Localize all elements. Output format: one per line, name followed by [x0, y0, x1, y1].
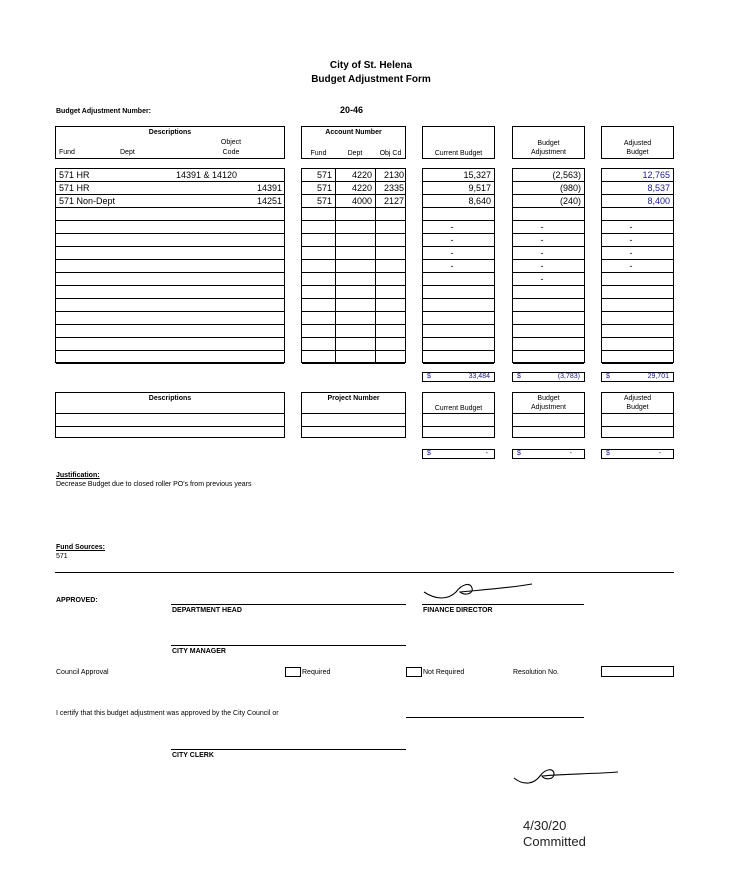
table-row — [602, 286, 673, 299]
table-row — [423, 260, 494, 273]
required-checkbox[interactable] — [285, 667, 301, 677]
project-current-box — [422, 392, 495, 438]
table-cell-adj: - — [540, 235, 544, 245]
current-budget-header — [422, 126, 495, 159]
fund-sources-label: Fund Sources: — [56, 544, 106, 551]
project-total-adj-sym: $ — [517, 450, 521, 457]
table-row — [302, 312, 405, 325]
acct-fund-header: Fund — [310, 150, 327, 157]
table-row — [423, 195, 494, 208]
dept-header: Dept — [120, 149, 135, 156]
table-row — [423, 247, 494, 260]
adjustment-number-value: 20-46 — [340, 105, 364, 115]
council-date-line[interactable] — [406, 717, 584, 718]
table-row — [302, 208, 405, 221]
not-required-checkbox[interactable] — [406, 667, 422, 677]
table-row — [513, 351, 584, 364]
table-row — [56, 260, 284, 273]
project-total-current-sym: $ — [427, 450, 431, 457]
table-cell-obj: 14391 & 14120 — [176, 170, 238, 180]
desc-body — [55, 168, 285, 363]
table-row — [302, 221, 405, 234]
table-row — [302, 234, 405, 247]
project-total-adj — [512, 449, 585, 459]
total-adj-value: (3,783) — [557, 373, 580, 380]
total-adj-sym: $ — [517, 373, 521, 380]
table-row — [423, 286, 494, 299]
table-cell-obj: 14391 — [256, 183, 282, 193]
table-cell-current: 8,640 — [468, 196, 491, 206]
account-header-box — [301, 126, 406, 159]
table-row — [513, 221, 584, 234]
table-row — [302, 260, 405, 273]
table-cell-adj: (980) — [559, 183, 581, 193]
table-cell-current: - — [450, 261, 454, 271]
table-row — [513, 182, 584, 195]
table-row — [56, 221, 284, 234]
table-row — [423, 299, 494, 312]
table-row — [513, 286, 584, 299]
total-new-value: 29,701 — [647, 373, 669, 380]
table-cell-fund: 571 — [316, 170, 332, 180]
account-body — [301, 168, 406, 363]
resolution-label: Resolution No. — [513, 669, 559, 676]
project-adj-label-1: Budget — [537, 395, 560, 402]
clerk-signature — [510, 762, 625, 788]
table-row — [423, 208, 494, 221]
obj-header-1: Object — [220, 139, 242, 146]
project-total-new-value: - — [658, 450, 661, 457]
table-cell-adjusted: 12,765 — [642, 170, 670, 180]
table-row — [302, 273, 405, 286]
table-row — [602, 169, 673, 182]
total-current-value: 33,484 — [468, 373, 490, 380]
total-adjustment — [512, 372, 585, 382]
city-clerk-signature-line[interactable] — [171, 749, 406, 750]
table-cell-adj: - — [540, 248, 544, 258]
form-title: Budget Adjustment Form — [311, 74, 431, 85]
required-label: Required — [302, 669, 331, 676]
table-row — [602, 299, 673, 312]
table-row — [602, 221, 673, 234]
table-cell-adj: - — [540, 222, 544, 232]
table-cell-adj: - — [540, 261, 544, 271]
table-row — [56, 286, 284, 299]
justification-text: Decrease Budget due to closed roller PO's from previous years — [56, 481, 252, 488]
table-row — [423, 234, 494, 247]
city-clerk-label: CITY CLERK — [172, 752, 214, 759]
finance-signature — [420, 578, 540, 604]
dept-head-signature-line[interactable] — [171, 604, 406, 605]
table-row — [302, 182, 405, 195]
table-cell-fund: 571 — [316, 183, 332, 193]
desc-header-title: Descriptions — [148, 129, 192, 136]
stamp-status: Committed — [523, 834, 586, 849]
table-cell-objcd: 2130 — [383, 170, 404, 180]
adj-header-2: Adjustment — [530, 149, 567, 156]
table-row — [602, 273, 673, 286]
table-row — [302, 299, 405, 312]
total-new-sym: $ — [606, 373, 610, 380]
finance-signature-line[interactable] — [422, 604, 584, 605]
table-row — [56, 338, 284, 351]
current-budget-label: Current Budget — [434, 150, 483, 157]
table-row — [602, 182, 673, 195]
table-cell-current: 15,327 — [463, 170, 491, 180]
project-number-box — [301, 392, 406, 438]
city-manager-signature-line[interactable] — [171, 645, 406, 646]
table-cell-fund: 571 — [316, 196, 332, 206]
table-row — [602, 260, 673, 273]
adjustment-body — [512, 168, 585, 363]
new-header-2: Budget — [626, 149, 649, 156]
table-row — [56, 247, 284, 260]
table-cell-adjusted: 8,537 — [647, 183, 670, 193]
table-cell-objcd: 2335 — [383, 183, 404, 193]
table-cell-current: 9,517 — [468, 183, 491, 193]
desc-header-box — [55, 126, 285, 159]
acct-dept-header: Dept — [347, 150, 363, 157]
table-cell-desc: 571 Non-Dept — [59, 196, 116, 206]
table-row — [56, 182, 284, 195]
table-row — [423, 169, 494, 182]
total-current — [422, 372, 495, 382]
account-header-title: Account Number — [325, 129, 382, 136]
project-number-title: Project Number — [327, 395, 380, 402]
justification-label: Justification: — [56, 472, 100, 479]
table-row — [423, 338, 494, 351]
table-row — [56, 234, 284, 247]
resolution-number-field[interactable] — [601, 666, 674, 677]
total-adjusted — [601, 372, 674, 382]
table-row — [423, 325, 494, 338]
table-row — [513, 299, 584, 312]
project-new-box — [601, 392, 674, 438]
table-cell-dept: 4000 — [351, 196, 372, 206]
table-row — [56, 351, 284, 364]
fund-sources-text: 571 — [56, 553, 68, 560]
table-cell-obj: 14251 — [256, 196, 282, 206]
table-row — [513, 208, 584, 221]
table-row — [513, 169, 584, 182]
table-row — [513, 234, 584, 247]
table-row — [302, 195, 405, 208]
project-total-current-value: - — [485, 450, 488, 457]
table-row — [56, 312, 284, 325]
table-cell-adjusted: - — [629, 261, 633, 271]
table-cell-adj: - — [540, 274, 544, 284]
obj-header-2: Code — [222, 149, 240, 156]
approved-label: APPROVED: — [56, 597, 98, 604]
adjusted-body — [601, 168, 674, 363]
table-row — [513, 273, 584, 286]
table-row — [302, 325, 405, 338]
table-row — [56, 273, 284, 286]
table-row — [56, 169, 284, 182]
table-row — [56, 208, 284, 221]
table-row — [513, 247, 584, 260]
table-row — [513, 325, 584, 338]
table-cell-current: - — [450, 248, 454, 258]
acct-obj-header: Obj Cd — [379, 150, 402, 157]
table-row — [423, 351, 494, 364]
project-current-label: Current Budget — [434, 405, 483, 412]
table-row — [602, 351, 673, 364]
project-total-current — [422, 449, 495, 459]
dept-head-label: DEPARTMENT HEAD — [172, 607, 242, 614]
fund-header: Fund — [59, 149, 75, 156]
table-cell-dept: 4220 — [351, 183, 372, 193]
total-current-sym: $ — [427, 373, 431, 380]
table-row — [602, 338, 673, 351]
table-cell-adj: (240) — [559, 196, 581, 206]
table-row — [302, 351, 405, 364]
project-new-label-1: Adjusted — [623, 395, 652, 402]
table-row — [602, 312, 673, 325]
finance-director-label: FINANCE DIRECTOR — [423, 607, 493, 614]
table-cell-current: - — [450, 235, 454, 245]
table-row — [302, 169, 405, 182]
new-header-1: Adjusted — [623, 140, 652, 147]
table-row — [423, 312, 494, 325]
table-row — [602, 247, 673, 260]
project-new-label-2: Budget — [626, 404, 649, 411]
table-cell-adjusted: - — [629, 248, 633, 258]
table-row — [56, 299, 284, 312]
table-row — [602, 234, 673, 247]
project-adj-label-2: Adjustment — [530, 404, 567, 411]
table-cell-objcd: 2127 — [383, 196, 404, 206]
table-row — [56, 325, 284, 338]
table-row — [302, 338, 405, 351]
table-cell-desc: 571 HR — [59, 183, 90, 193]
adj-header-1: Budget — [537, 140, 560, 147]
table-row — [423, 221, 494, 234]
table-row — [423, 182, 494, 195]
table-cell-adjusted: - — [629, 222, 633, 232]
table-row — [302, 247, 405, 260]
project-adj-box — [512, 392, 585, 438]
table-row — [423, 273, 494, 286]
table-cell-adj: (2,563) — [552, 170, 581, 180]
adjusted-budget-header — [601, 126, 674, 159]
not-required-label: Not Required — [423, 669, 465, 676]
table-row — [56, 195, 284, 208]
project-total-adj-value: - — [569, 450, 572, 457]
project-total-new — [601, 449, 674, 459]
section-divider — [55, 572, 674, 573]
table-cell-adjusted: - — [629, 235, 633, 245]
city-manager-label: CITY MANAGER — [172, 648, 226, 655]
table-row — [602, 325, 673, 338]
city-title: City of St. Helena — [329, 60, 413, 71]
council-approval-label: Council Approval — [56, 669, 109, 676]
table-row — [513, 260, 584, 273]
table-cell-current: - — [450, 222, 454, 232]
table-cell-desc: 571 HR — [59, 170, 90, 180]
table-row — [513, 312, 584, 325]
current-body — [422, 168, 495, 363]
table-row — [513, 195, 584, 208]
table-row — [602, 195, 673, 208]
stamp-date: 4/30/20 — [523, 818, 567, 833]
table-row — [302, 286, 405, 299]
certify-text: I certify that this budget adjustment was approved by the City Council or — [56, 710, 279, 717]
adjustment-number-label: Budget Adjustment Number: — [56, 108, 152, 115]
project-desc-box — [55, 392, 285, 438]
table-cell-adjusted: 8,400 — [647, 196, 670, 206]
table-cell-dept: 4220 — [351, 170, 372, 180]
table-row — [602, 208, 673, 221]
table-row — [513, 338, 584, 351]
project-total-new-sym: $ — [606, 450, 610, 457]
budget-adjustment-header — [512, 126, 585, 159]
project-desc-title: Descriptions — [148, 395, 192, 402]
